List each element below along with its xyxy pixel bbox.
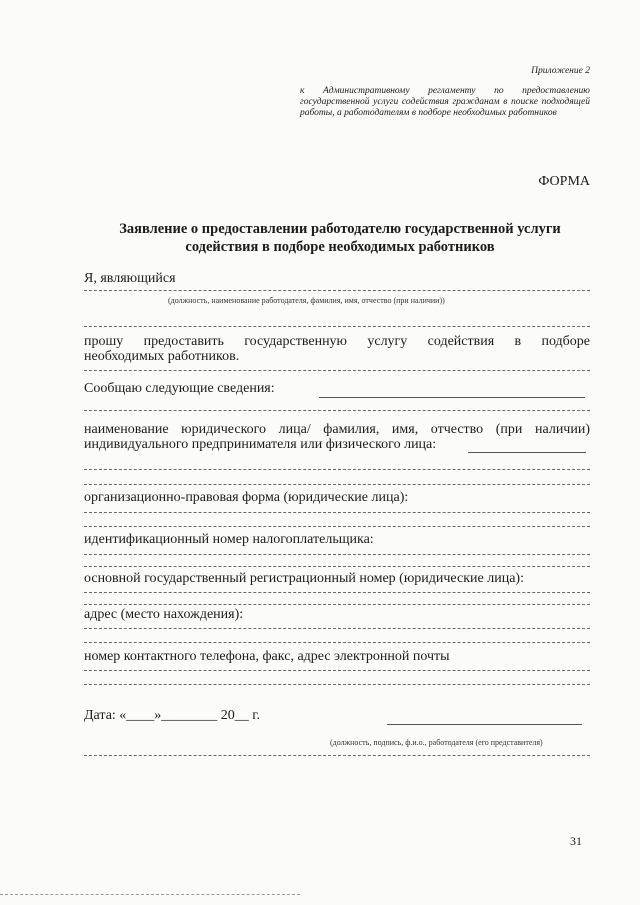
ogrn-rule <box>84 604 590 605</box>
page-number: 31 <box>570 834 582 848</box>
info-intro-field[interactable] <box>319 397 585 398</box>
ogrn-line[interactable] <box>84 592 590 593</box>
document-title-line-1: Заявление о предоставлении работодателю государственной услуги <box>119 221 561 237</box>
name-label-line-1: наименование юридического лица/ фамилия, имя, отчество (при наличии) <box>84 422 590 437</box>
applicant-intro: Я, являющийся <box>84 271 176 286</box>
inn-rule <box>84 566 590 567</box>
name-field[interactable] <box>468 452 586 453</box>
address-line[interactable] <box>84 628 590 629</box>
contacts-label: номер контактного телефона, факс, адрес электронной почты <box>84 649 450 664</box>
appendix-title: Приложение 2 <box>531 66 590 76</box>
legal-form-line[interactable] <box>84 512 590 513</box>
address-rule <box>84 642 590 643</box>
contacts-line[interactable] <box>84 670 590 671</box>
page-edge-rule <box>0 894 300 895</box>
form-label: ФОРМА <box>538 174 590 189</box>
signature-line[interactable] <box>387 724 582 725</box>
document-title <box>90 220 590 256</box>
request-line-2: необходимых работников. <box>84 349 240 364</box>
request-line-1: прошу предоставить государственную услугу содействия в подборе <box>84 334 590 349</box>
name-label-line-2: индивидуального предпринимателя или физического лица: <box>84 437 437 452</box>
date-field[interactable]: Дата: «____»________ 20__ г. <box>84 708 260 723</box>
inn-label: идентификационный номер налогоплательщика: <box>84 532 374 547</box>
name-line-2[interactable] <box>84 469 590 470</box>
name-rule <box>84 484 590 485</box>
appendix-reference: к Административному регламенту по предоставлению государственной услуги содействия гражданам в поиске подходящей работы, а работодателям в подборе необходимых работников <box>300 86 590 118</box>
document-title-line-2: содействия в подборе необходимых работников <box>185 239 495 255</box>
request-rule <box>84 370 590 371</box>
signature-rule <box>84 755 590 756</box>
signature-caption: (должность, подпись, ф.и.о., работодателя (его представителя) <box>330 738 543 747</box>
legal-form-rule <box>84 526 590 527</box>
applicant-line-2[interactable] <box>84 326 590 327</box>
legal-form-label: организационно-правовая форма (юридические лица): <box>84 490 409 505</box>
inn-line[interactable] <box>84 554 590 555</box>
info-rule <box>84 410 590 411</box>
contacts-line-2[interactable] <box>84 684 590 685</box>
applicant-caption: (должность, наименование работодателя, фамилия, имя, отчество (при наличии)) <box>168 296 445 305</box>
address-label: адрес (место нахождения): <box>84 607 244 622</box>
ogrn-label: основной государственный регистрационный номер (юридические лица): <box>84 571 524 586</box>
info-intro: Сообщаю следующие сведения: <box>84 381 275 396</box>
applicant-line[interactable] <box>84 290 590 291</box>
